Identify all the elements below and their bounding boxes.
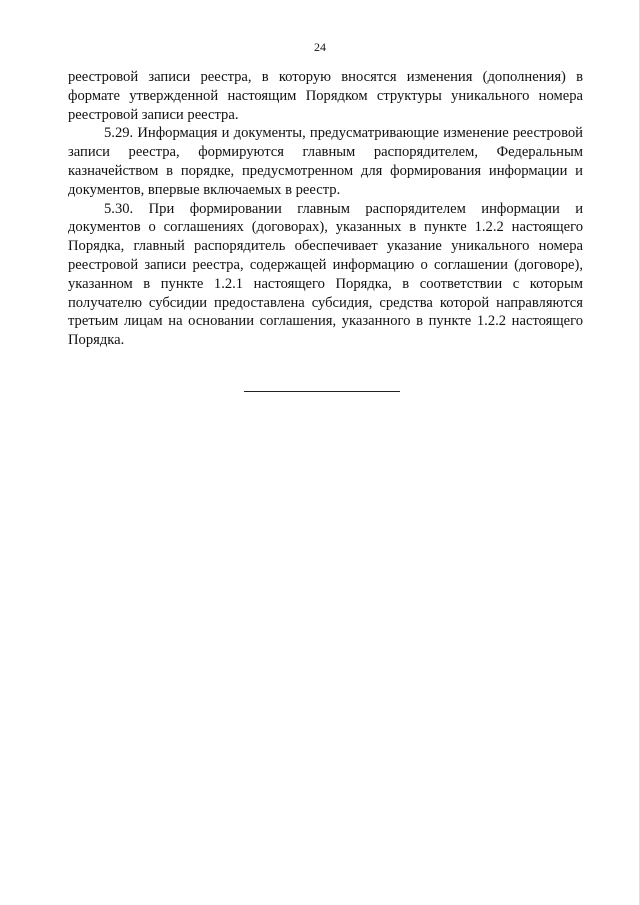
paragraph-5-29: 5.29. Информация и документы, предусматривающие изменение реестровой записи реестра, формируются главным распорядителем, Федеральным казначейством в порядке, предусмотренном для формирования информации и документов, впервые включаемых в реестр. xyxy=(68,125,583,198)
page-number: 24 xyxy=(314,40,326,54)
paragraph-continuation: реестровой записи реестра, в которую вносятся изменения (дополнения) в формате утвержденной настоящим Порядком структуры уникального номера реестровой записи реестра. xyxy=(68,69,583,123)
document-body xyxy=(68,68,583,350)
paragraph-5-30: 5.30. При формировании главным распорядителем информации и документов о соглашениях (договорах), указанных в пункте 1.2.2 настоящего Порядка, главный распорядитель обеспечивает указание уникального номера реестровой записи реестра, содержащей информацию о соглашении (договоре), указанном в пункте 1.2.1 настоящего Порядка, в соответствии с которым получателю субсидии предоставлена субсидия, средства которой направляются третьим лицам на основании соглашения, указанного в пункте 1.2.2 настоящего Порядка. xyxy=(68,200,583,349)
end-divider-line xyxy=(244,391,400,392)
